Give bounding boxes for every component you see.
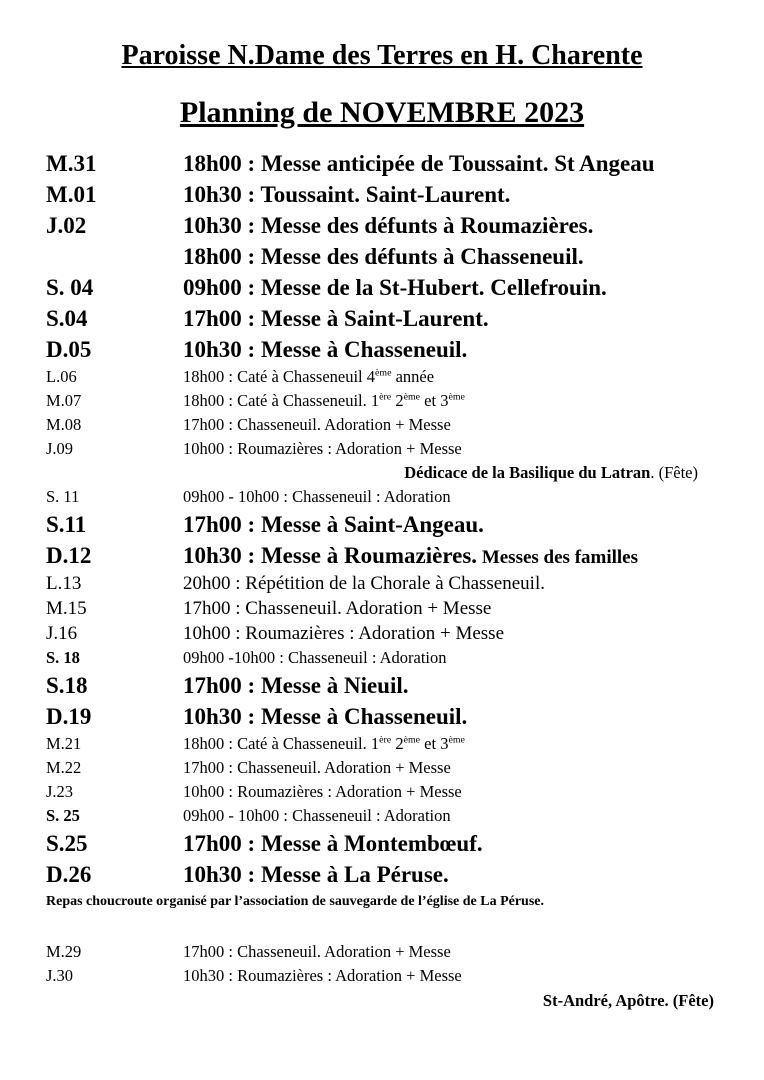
row-event: 09h00 - 10h00 : Chasseneuil : Adoration: [183, 487, 451, 506]
row-event-text: et 3: [420, 734, 449, 753]
schedule-row: [0, 670, 764, 701]
family-mass-note: Messes des familles: [477, 547, 639, 568]
row-event: 10h30 : Messe à Chasseneuil.: [183, 704, 468, 729]
row-day: S.18: [46, 673, 88, 698]
row-event: 10h30 : Toussaint. Saint-Laurent.: [183, 182, 511, 207]
schedule-row: [0, 210, 764, 241]
schedule-row: [0, 485, 764, 509]
feast-name: Dédicace de la Basilique du Latran: [404, 463, 651, 482]
schedule-row: [0, 540, 764, 571]
row-day: S. 25: [46, 806, 80, 825]
row-day: S. 04: [46, 275, 94, 300]
planning-title: Planning de NOVEMBRE 2023: [179, 96, 585, 129]
feast-suffix: . (Fête): [650, 463, 698, 482]
row-day: S.25: [46, 831, 88, 856]
row-event: [183, 365, 434, 389]
schedule-row: [0, 365, 764, 389]
row-day: S.11: [46, 512, 87, 537]
row-day: D.26: [46, 862, 92, 887]
row-event-text: 2: [391, 391, 404, 410]
schedule-row: [0, 413, 764, 437]
row-event: [183, 389, 465, 413]
row-day: M.31: [46, 151, 97, 176]
row-event: 17h00 : Messe à Nieuil.: [183, 673, 409, 698]
row-event: 20h00 : Répétition de la Chorale à Chasseneuil.: [183, 573, 545, 594]
schedule-row: [0, 701, 764, 732]
row-day: L.06: [46, 367, 77, 386]
row-event: 10h30 : Messe des défunts à Roumazières.: [183, 213, 594, 238]
row-event: [183, 540, 638, 573]
row-event: 17h00 : Messe à Montembœuf.: [183, 831, 483, 856]
row-event: 17h00 : Chasseneuil. Adoration + Messe: [183, 758, 451, 777]
schedule-row: [0, 756, 764, 780]
row-day: M.29: [46, 942, 82, 961]
parish-title: Paroisse N.Dame des Terres en H. Charente: [121, 40, 643, 71]
row-day: M.15: [46, 598, 87, 619]
ordinal-suffix: ème: [403, 391, 421, 403]
row-day: S.04: [46, 306, 88, 331]
schedule-row: [0, 509, 764, 540]
row-day: M.07: [46, 391, 82, 410]
schedule-row: [0, 780, 764, 804]
row-event: 09h00 : Messe de la St-Hubert. Cellefrouin.: [183, 275, 607, 300]
schedule-row: [0, 571, 764, 596]
ordinal-suffix: ème: [403, 734, 421, 746]
row-day: L.13: [46, 573, 82, 594]
schedule-row: [0, 804, 764, 828]
row-day: J.02: [46, 213, 87, 238]
row-day: J.09: [46, 439, 74, 458]
row-day: M.01: [46, 182, 97, 207]
ordinal-suffix: ème: [375, 367, 392, 379]
schedule-row: [0, 621, 764, 646]
schedule-row: [0, 303, 764, 334]
ordinal-suffix: ème: [448, 391, 465, 403]
row-event-text: année: [391, 367, 435, 386]
schedule-row: [0, 828, 764, 859]
meal-announcement: Repas choucroute organisé par l’association de sauvegarde de l’église de La Péruse.: [46, 894, 545, 909]
row-event: 10h00 : Roumazières : Adoration + Messe: [183, 782, 462, 801]
schedule-row: [0, 859, 764, 890]
schedule-row: [0, 148, 764, 179]
row-event: 17h00 : Chasseneuil. Adoration + Messe: [183, 415, 451, 434]
row-event: 09h00 - 10h00 : Chasseneuil : Adoration: [183, 806, 451, 825]
row-event: 10h00 : Roumazières : Adoration + Messe: [183, 439, 462, 458]
feast-note: [0, 461, 764, 485]
row-event: 10h30 : Messe à La Péruse.: [183, 862, 449, 887]
row-day: D.19: [46, 704, 92, 729]
row-event-text: 10h30 : Messe à Roumazières.: [183, 543, 478, 568]
row-event: 10h30 : Messe à Chasseneuil.: [183, 337, 468, 362]
row-event: 17h00 : Messe à Saint-Angeau.: [183, 512, 484, 537]
schedule-row: [0, 179, 764, 210]
row-event: 09h00 -10h00 : Chasseneuil : Adoration: [183, 648, 447, 667]
schedule-row: [0, 334, 764, 365]
schedule-row: [0, 389, 764, 413]
schedule-row: [0, 964, 764, 988]
row-event-text: 2: [391, 734, 404, 753]
row-day: M.22: [46, 758, 82, 777]
row-day: J.30: [46, 966, 74, 985]
row-day: J.16: [46, 623, 78, 644]
schedule-row: [0, 437, 764, 461]
schedule-row: [0, 940, 764, 964]
row-day: S. 11: [46, 487, 80, 506]
row-event: [183, 732, 465, 756]
row-event: 17h00 : Messe à Saint-Laurent.: [183, 306, 489, 331]
row-event-text: et 3: [420, 391, 449, 410]
schedule-row: [0, 732, 764, 756]
row-event: 17h00 : Chasseneuil. Adoration + Messe: [183, 598, 492, 619]
row-event: 18h00 : Messe des défunts à Chasseneuil.: [183, 244, 584, 269]
ordinal-suffix: ère: [379, 391, 392, 403]
ordinal-suffix: ème: [448, 734, 465, 746]
schedule-row: [0, 646, 764, 670]
ordinal-suffix: ère: [379, 734, 392, 746]
row-event: 18h00 : Messe anticipée de Toussaint. St Angeau: [183, 151, 655, 176]
row-day: M.21: [46, 734, 82, 753]
row-day: J.23: [46, 782, 74, 801]
row-event-text: 18h00 : Caté à Chasseneuil. 1: [183, 391, 380, 410]
spacer: [0, 914, 764, 940]
row-event-text: 18h00 : Caté à Chasseneuil 4: [183, 367, 376, 386]
schedule-row: [0, 596, 764, 621]
row-day: D.05: [46, 337, 92, 362]
feast-note: St-André, Apôtre. (Fête): [542, 991, 714, 1010]
row-event: 10h30 : Roumazières : Adoration + Messe: [183, 966, 462, 985]
schedule-row: [0, 241, 764, 272]
row-day: S. 18: [46, 648, 80, 667]
row-day: M.08: [46, 415, 82, 434]
row-day: D.12: [46, 543, 92, 568]
schedule-list: [0, 148, 764, 1014]
schedule-row: [0, 272, 764, 303]
row-event-text: 18h00 : Caté à Chasseneuil. 1: [183, 734, 380, 753]
row-event: 10h00 : Roumazières : Adoration + Messe: [183, 623, 504, 644]
row-event: 17h00 : Chasseneuil. Adoration + Messe: [183, 942, 451, 961]
